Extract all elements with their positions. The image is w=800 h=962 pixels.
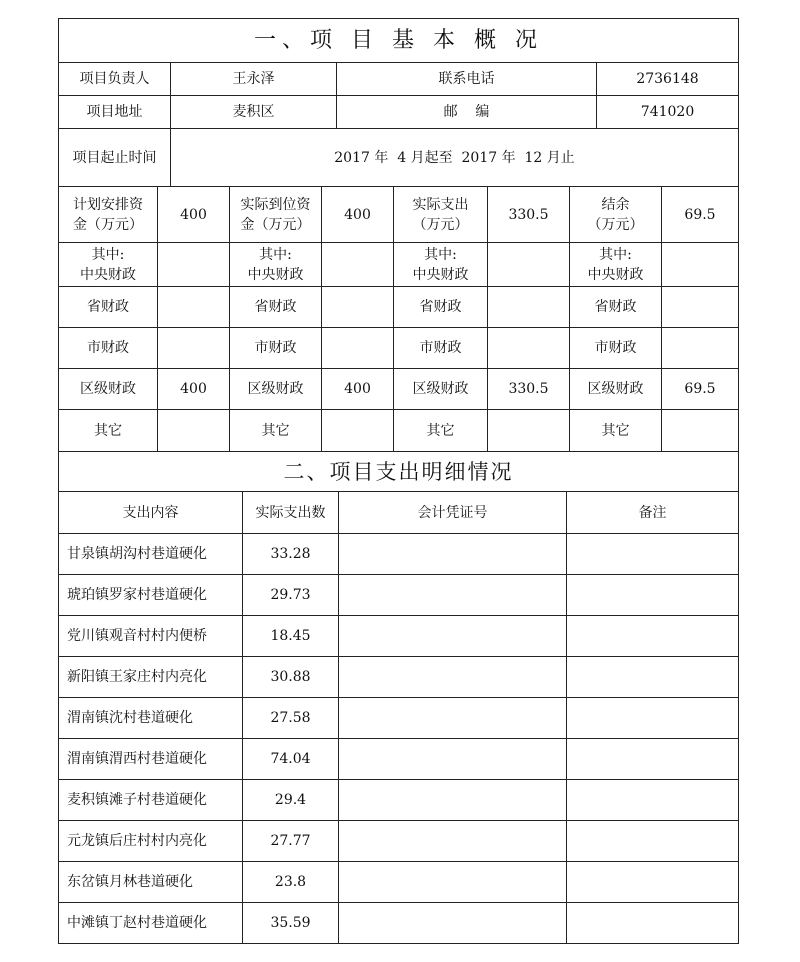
phone-value: 2736148 — [597, 63, 739, 96]
planned-funds-value: 400 — [158, 187, 230, 243]
header-content: 支出内容 — [59, 492, 243, 534]
table-row — [59, 534, 739, 575]
postcode-label: 邮 编 — [337, 96, 597, 129]
fund-cell: 400 — [322, 369, 394, 410]
expense-note — [567, 903, 739, 944]
expense-voucher — [339, 616, 567, 657]
expense-amount: 74.04 — [243, 739, 339, 780]
expense-voucher — [339, 903, 567, 944]
fund-cell — [322, 328, 394, 369]
fund-source-label: 区级财政 — [570, 369, 662, 410]
expense-note — [567, 657, 739, 698]
balance-label: 结余 （万元） — [570, 187, 662, 243]
fund-source-label: 其它 — [394, 410, 488, 452]
balance-value: 69.5 — [662, 187, 739, 243]
fund-source-label: 省财政 — [394, 287, 488, 328]
expense-note — [567, 862, 739, 903]
expense-note — [567, 739, 739, 780]
expense-content: 东岔镇月林巷道硬化 — [59, 862, 243, 903]
fund-source-label: 市财政 — [230, 328, 322, 369]
fund-cell — [158, 328, 230, 369]
table-row — [59, 616, 739, 657]
expense-content: 麦积镇滩子村巷道硬化 — [59, 780, 243, 821]
period-label: 项目起止时间 — [59, 129, 171, 187]
expense-content: 元龙镇后庄村村内亮化 — [59, 821, 243, 862]
actual-spend-value: 330.5 — [488, 187, 570, 243]
fund-cell — [488, 410, 570, 452]
fund-cell: 69.5 — [662, 369, 739, 410]
table-row — [59, 657, 739, 698]
table-row — [59, 862, 739, 903]
fund-source-label: 省财政 — [230, 287, 322, 328]
address-label: 项目地址 — [59, 96, 171, 129]
table-row — [59, 903, 739, 944]
expense-amount: 33.28 — [243, 534, 339, 575]
leader-value: 王永泽 — [171, 63, 337, 96]
expense-note — [567, 534, 739, 575]
expense-content: 琥珀镇罗家村巷道硬化 — [59, 575, 243, 616]
funds-table — [58, 186, 739, 452]
expense-amount: 29.73 — [243, 575, 339, 616]
fund-source-label: 其中: 中央财政 — [570, 243, 662, 287]
table-row — [59, 821, 739, 862]
fund-cell — [322, 243, 394, 287]
fund-source-label: 其中: 中央财政 — [394, 243, 488, 287]
expense-note — [567, 575, 739, 616]
fund-source-label: 其中: 中央财政 — [59, 243, 158, 287]
fund-source-label: 其它 — [570, 410, 662, 452]
section2-title: 二、项目支出明细情况 — [59, 452, 739, 492]
expense-content: 党川镇观音村村内便桥 — [59, 616, 243, 657]
planned-funds-label: 计划安排资 金（万元） — [59, 187, 158, 243]
header-voucher: 会计凭证号 — [339, 492, 567, 534]
expense-note — [567, 821, 739, 862]
expense-content: 中滩镇丁赵村巷道硬化 — [59, 903, 243, 944]
actual-funds-label: 实际到位资 金（万元） — [230, 187, 322, 243]
expense-amount: 29.4 — [243, 780, 339, 821]
fund-source-label: 市财政 — [394, 328, 488, 369]
expense-note — [567, 616, 739, 657]
table-row — [59, 698, 739, 739]
expense-amount: 35.59 — [243, 903, 339, 944]
fund-source-label: 市财政 — [570, 328, 662, 369]
expense-content: 新阳镇王家庄村内亮化 — [59, 657, 243, 698]
expense-voucher — [339, 698, 567, 739]
fund-cell — [662, 287, 739, 328]
expense-voucher — [339, 657, 567, 698]
fund-source-label: 区级财政 — [59, 369, 158, 410]
expense-amount: 18.45 — [243, 616, 339, 657]
expense-voucher — [339, 821, 567, 862]
header-amount: 实际支出数 — [243, 492, 339, 534]
fund-source-label: 省财政 — [59, 287, 158, 328]
expense-content: 渭南镇沈村巷道硬化 — [59, 698, 243, 739]
fund-source-label: 其它 — [59, 410, 158, 452]
expenditure-table — [58, 451, 739, 944]
fund-source-label: 市财政 — [59, 328, 158, 369]
fund-cell — [322, 410, 394, 452]
fund-cell: 400 — [158, 369, 230, 410]
fund-cell — [488, 243, 570, 287]
fund-cell — [158, 287, 230, 328]
fund-source-label: 其中: 中央财政 — [230, 243, 322, 287]
expense-amount: 27.77 — [243, 821, 339, 862]
section1-title: 一、项 目 基 本 概 况 — [59, 19, 739, 63]
fund-source-label: 区级财政 — [394, 369, 488, 410]
table-row — [59, 780, 739, 821]
fund-cell — [662, 410, 739, 452]
period-value: 2017 年 4 月起至 2017 年 12 月止 — [171, 129, 739, 187]
fund-cell — [662, 243, 739, 287]
expense-note — [567, 780, 739, 821]
header-note: 备注 — [567, 492, 739, 534]
expense-note — [567, 698, 739, 739]
expense-voucher — [339, 739, 567, 780]
postcode-value: 741020 — [597, 96, 739, 129]
fund-cell — [662, 328, 739, 369]
address-value: 麦积区 — [171, 96, 337, 129]
fund-cell — [322, 287, 394, 328]
expense-amount: 30.88 — [243, 657, 339, 698]
table-row — [59, 575, 739, 616]
expense-voucher — [339, 534, 567, 575]
expense-amount: 23.8 — [243, 862, 339, 903]
fund-cell: 330.5 — [488, 369, 570, 410]
fund-source-label: 区级财政 — [230, 369, 322, 410]
fund-cell — [158, 243, 230, 287]
fund-cell — [158, 410, 230, 452]
expense-content: 甘泉镇胡沟村巷道硬化 — [59, 534, 243, 575]
actual-funds-value: 400 — [322, 187, 394, 243]
expense-voucher — [339, 780, 567, 821]
fund-source-label: 其它 — [230, 410, 322, 452]
expense-content: 渭南镇渭西村巷道硬化 — [59, 739, 243, 780]
fund-cell — [488, 287, 570, 328]
fund-cell — [488, 328, 570, 369]
basic-info-table — [58, 18, 739, 187]
actual-spend-label: 实际支出 （万元） — [394, 187, 488, 243]
table-row — [59, 739, 739, 780]
expense-voucher — [339, 575, 567, 616]
fund-source-label: 省财政 — [570, 287, 662, 328]
leader-label: 项目负责人 — [59, 63, 171, 96]
phone-label: 联系电话 — [337, 63, 597, 96]
expense-amount: 27.58 — [243, 698, 339, 739]
expense-voucher — [339, 862, 567, 903]
